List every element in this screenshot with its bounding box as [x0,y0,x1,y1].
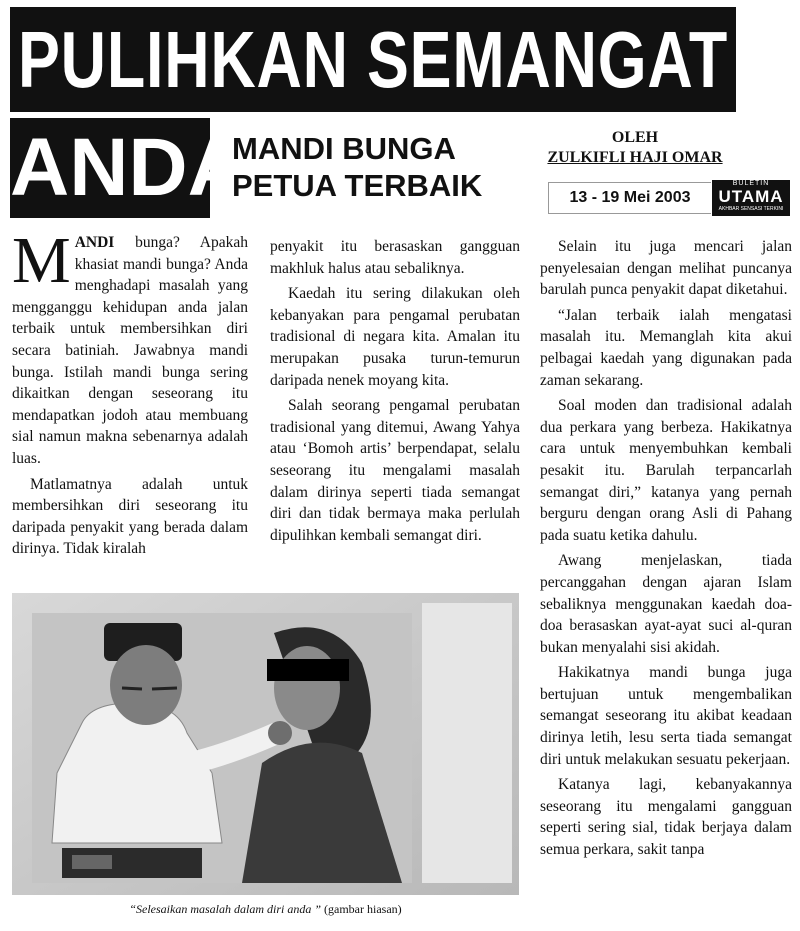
censor-bar [267,659,349,681]
logo-top-text: BULETIN [732,180,770,187]
logo-bottom-text: AKHBAR SENSASI TERKINI [718,206,784,212]
headline-line2: ANDA [10,118,210,218]
paragraph: penyakit itu berasaskan gangguan makhluk halus atau sebaliknya. [270,238,520,277]
paragraph: “Jalan terbaik ialah mengatasi masalah itu. Memanglah kita akui pelbagai kaedah yang digunakan pada zaman sekarang. [540,306,792,389]
headline-line1: PULIHKAN SEMANGAT [10,7,736,112]
article-column-3 [540,236,792,865]
paragraph: Katanya lagi, kebanyakannya seseorang itu mengalami gangguan seperti sering sial, tidak berjaya dalam semua perkara, sakit tanpa [540,776,792,859]
paragraph: Selain itu juga mencari jalan penyelesaian dengan melihat puncanya barulah punca penyakit dapat diketahui. [540,238,792,299]
logo-main-text: UTAMA [718,187,784,206]
byline [535,128,735,168]
article-column-2 [270,236,520,550]
subheadline-line2: PETUA TERBAIK [232,168,483,203]
paragraph-text: bunga? Apakah khasiat mandi bunga? Anda menghadapi masalah yang mengganggu kehidupan anda jalan terbaik untuk membersihkan diri secara batiniah. Jawabnya mandi bunga. Istilah mandi bunga sering dikaitkan dengan seseorang itu mendapatkan jodoh atau membuang sial namun makna sebenarnya adalah luas. [12,234,248,467]
photo-caption [12,902,519,917]
paragraph: Matlamatnya adalah untuk membersihkan diri seseorang itu daripada penyakit yang berada dalam dirinya. Tidak kiralah [12,475,248,558]
paragraph: Soal moden dan tradisional adalah dua perkara yang berbeza. Hakikatnya cara untuk menyembuhkan kembali pesakit itu. Barulah terpancarlah semangat diri,” katanya yang pernah berguru dengan orang Asli di Pahang pada suatu ketika dahulu. [540,397,792,544]
publication-logo [712,180,790,216]
byline-author: ZULKIFLI HAJI OMAR [547,149,723,166]
subheadline [232,130,482,204]
paragraph: Kaedah itu sering dilakukan oleh kebanyakan para pengamal perubatan tradisional di negara kita. Amalan itu merupakan pusaka turun-temurun daripada nenek moyang kita. [270,285,520,389]
paragraph: Hakikatnya mandi bunga juga bertujuan untuk mengembalikan semangat seseorang itu akibat keadaan dirinya letih, lesu serta tiada semangat diri untuk melakukan sesuatu pekerjaan. [540,664,792,768]
issue-date: 13 - 19 Mei 2003 [548,182,711,214]
caption-note: (gambar hiasan) [324,902,402,916]
photo-illustration [12,593,519,895]
paragraph: Awang menjelaskan, tiada percanggahan dengan ajaran Islam sebaliknya menggunakan kaedah doa-doa berasaskan ayat-ayat suci al-quran bukan menyalahi sisi akidah. [540,552,792,656]
subheadline-line1: MANDI BUNGA [232,131,456,166]
paragraph: Salah seorang pengamal perubatan tradisional yang ditemui, Awang Yahya atau ‘Bomoh artis’ berpendapat, selalu seseorang itu mengalami masalah dalam dirinya seperti tiada semangat diri dan tidak bermaya maka perlulah dipulihkan kembali semangat diri. [270,397,520,544]
paragraph [12,224,248,470]
article-column-1 [12,224,248,564]
caption-quote: “Selesaikan masalah dalam diri anda ” [129,902,322,916]
drop-cap: M [12,224,71,297]
article-photo [12,593,519,895]
lead-bold-text: ANDI [74,234,115,251]
byline-label: OLEH [611,129,659,146]
